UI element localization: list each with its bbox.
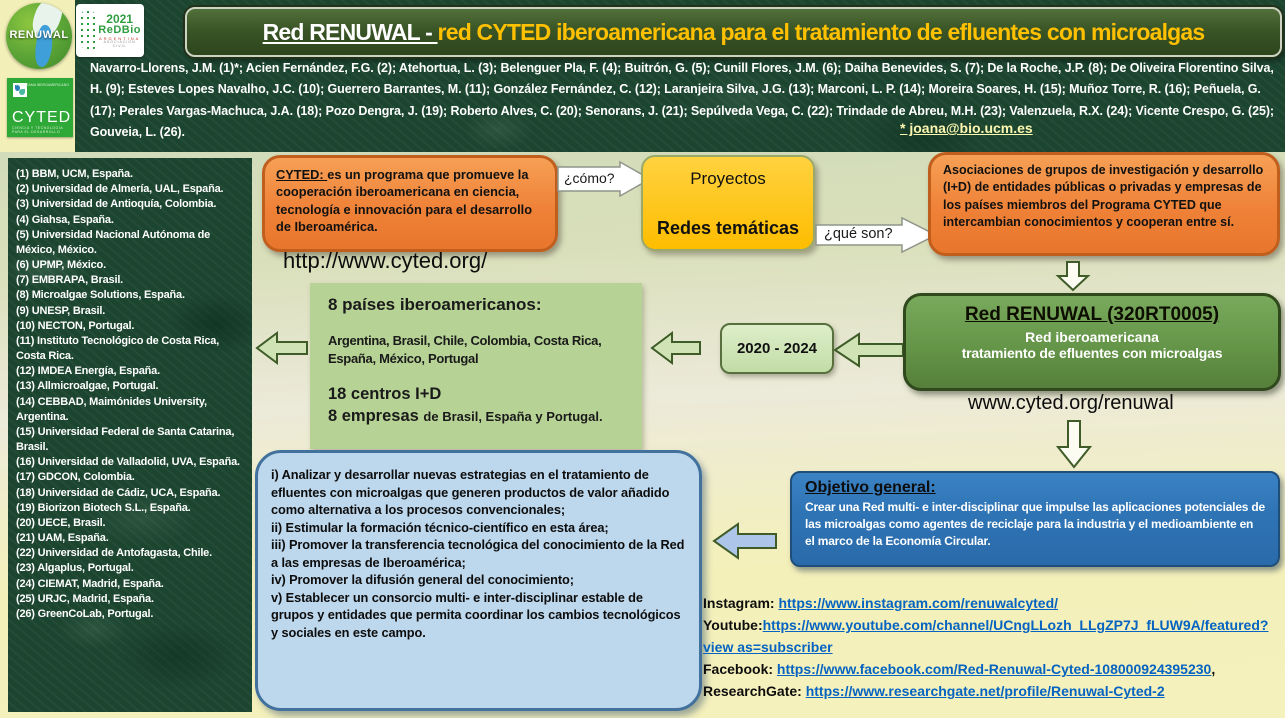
down-arrow-2 [1056, 419, 1092, 469]
institution-item: (6) UPMP, México. [16, 259, 106, 272]
renuwal-box-line3: tratamiento de efluentes con microalgas [961, 345, 1223, 361]
down-arrow-1 [1055, 260, 1091, 292]
institution-item: (24) CIEMAT, Madrid, España. [16, 577, 164, 590]
redbio-subtitle: ASOCIACION CIVIL [103, 39, 136, 48]
arrow-left-icon [255, 331, 309, 365]
cyted-logo [7, 78, 73, 137]
institution-item: (12) IMDEA Energía, España. [16, 365, 160, 378]
arrow-left-icon [712, 521, 778, 561]
social-row-facebook [703, 658, 1285, 680]
social-row-instagram [703, 592, 1285, 614]
paises-box [310, 283, 642, 449]
redbio-2021-logo [76, 4, 144, 57]
arrow-down-icon [1056, 419, 1092, 469]
companies-lead: 8 empresas [328, 407, 424, 426]
institution-item: (20) UECE, Brasil. [16, 516, 106, 529]
objective-item: ii) Estimular la formación técnico-científico en esta área; [271, 519, 609, 535]
cyted-url-link[interactable]: http://www.cyted.org/ [283, 248, 488, 273]
institution-item: (15) Universidad Federal de Santa Catarina, Brasil. [16, 425, 235, 454]
arrow-left-icon [650, 331, 702, 365]
redbio-logo-text [98, 13, 141, 49]
objective-item: iii) Promover la transferencia tecnológica del conocimiento de la Red a las empresas de Iberoamérica; [271, 537, 685, 570]
researchgate-link[interactable]: https://www.researchgate.net/profile/Renuwal-Cyted-2 [805, 683, 1165, 700]
institution-item: (10) NECTON, Portugal. [16, 319, 135, 332]
objetivo-text: Crear una Red multi- e inter-disciplinar que impulse las aplicaciones potenciales de las microalgas como agentes de reciclaje para la industria y el medioambiente en el marco de la Economía Circular. [805, 500, 1266, 548]
renuwal-logo [6, 3, 72, 69]
institution-item: (19) Biorizon Biotech S.L., España. [16, 501, 191, 514]
renuwal-box [903, 293, 1281, 391]
paises-title: 8 países iberoamericanos: [328, 295, 542, 314]
paises-centers: 18 centros I+D [328, 385, 442, 404]
institution-item: (13) Allmicroalgae, Portugal. [16, 380, 159, 393]
renuwal-box-title: Red RENUWAL (320RT0005) [964, 304, 1220, 325]
institution-item: (7) EMBRAPA, Brasil. [16, 274, 124, 287]
cyted-description-box [262, 155, 558, 252]
institution-item: (2) Universidad de Almería, UAL, España. [16, 183, 224, 196]
facebook-label: Facebook: [703, 661, 777, 678]
institution-item: (22) Universidad de Antofagasta, Chile. [16, 547, 212, 560]
objective-item: iv) Promover la difusión general del conocimiento; [271, 572, 574, 588]
title-main: Red RENUWAL - [262, 18, 438, 45]
objetivo-general-box [790, 471, 1280, 567]
queson-label: ¿qué son? [824, 226, 893, 242]
institution-item: (3) Universidad de Antioquía, Colombia. [16, 198, 217, 211]
renuwal-logo-label: RENUWAL [9, 29, 69, 41]
arrow-left-icon [833, 332, 905, 368]
youtube-link[interactable]: https://www.youtube.com/channel/UCngLLozh_LLgZP7J_fLUW9A/featured?view as=subscriber [703, 617, 1269, 656]
redbio-name: ReDBio [98, 24, 141, 37]
facebook-link[interactable]: https://www.facebook.com/Red-Renuwal-Cyted-108000924395230 [776, 661, 1212, 678]
contact-email-link[interactable]: * joana@bio.ucm.es [900, 120, 1033, 136]
institution-item: (16) Universidad de Valladolid, UVA, España. [16, 456, 240, 469]
title-rest: red CYTED iberoamericana para el tratamiento de efluentes con microalgas [437, 18, 1205, 45]
institution-item: (14) CEBBAD, Maimónides University, Argentina. [16, 395, 207, 423]
institution-item: (17) GDCON, Colombia. [16, 471, 135, 484]
cyted-tagline: CIENCIA Y TECNOLOGIA PARA EL DESARROLLO [12, 126, 63, 134]
redes-tematicas-line: Redes temáticas [656, 218, 800, 238]
paises-countries: Argentina, Brasil, Chile, Colombia, Costa Rica, España, México, Portugal [328, 333, 602, 366]
objective-item: i) Analizar y desarrollar nuevas estrategias en el tratamiento de efluentes con microalgas que generen productos de valor añadido como alternativa a los procesos convencionales; [271, 467, 670, 518]
cyted-lead: CYTED: [276, 167, 328, 182]
cyted-logo-label: CYTED [12, 109, 72, 126]
authors-list: Navarro-Llorens, J.M. (1)*; Acien Fernández, F.G. (2); Atehortua, L. (3); Belenguer Pla, F. (4); Buitrón, G. (5); Cunill Flores, J.M. (6); Daiha Benevides, S. (7); De la Roche, J.P. (8); De Oliveira Florentino Silva, H. (9); Esteves Lopes Navalho, J.C. (10); Guerrero Barrantes, M. (11); González Fernández, C. (12); Laranjeira Silva, J.G. (13); Marconi, L. P. (14); Moreira Soares, H. (15); Muñoz Torre, R. (16); Peñuela, G. (17); Perales Vargas-Machuca, J.A. (18); Pozo Dengra, J. (19); Roberto Alves, C. (20); Senorans, J. (21); Sepúlveda Vega, C. (22); Trindade de Abreu, M.H. (23); Valenzuela, R.X. (24); Vicente Crespo, G. (25); Gouveia, L. (26). [90, 61, 1274, 139]
projects-box [641, 155, 815, 251]
institution-item: (5) Universidad Nacional Autónoma de México, México. [16, 228, 211, 256]
objectives-box [255, 450, 702, 711]
cyted-mark-teal [19, 89, 25, 95]
page-title [185, 7, 1282, 57]
cyted-program-text: PROGRAMA IBEROAMERICANO [15, 83, 69, 87]
institutions-sidebar [8, 158, 252, 712]
left-arrow-to-paises [650, 331, 702, 365]
institution-item: (25) URJC, Madrid, España. [16, 592, 154, 605]
objective-item: v) Establecer un consorcio multi- e inter-disciplinar estable de grupos y entidades que permita coordinar los cambios tecnológicos y sociales en este campo. [271, 589, 681, 640]
institution-item: (23) Algaplus, Portugal. [16, 562, 134, 575]
social-links [703, 592, 1285, 703]
como-label: ¿cómo? [564, 170, 615, 186]
redbio-year: 2021 [106, 11, 133, 26]
como-arrow [556, 160, 652, 198]
youtube-label: Youtube: [703, 617, 763, 634]
asociaciones-box: Asociaciones de grupos de investigación y desarrollo (I+D) de entidades públicas o privadas y empresas de los países miembros del Programa CYTED que intercambian conocimientos y cooperan entre sí. [928, 152, 1280, 256]
institution-item: (9) UNESP, Brasil. [16, 304, 106, 317]
institution-item: (1) BBM, UCM, España. [16, 168, 133, 180]
social-row-researchgate [703, 680, 1285, 702]
researchgate-label: ResearchGate: [703, 683, 806, 700]
institution-item: (21) UAM, España. [16, 532, 109, 545]
redbio-dots-icon [79, 9, 98, 53]
renuwal-url-link[interactable]: www.cyted.org/renuwal [968, 392, 1174, 414]
companies-rest: de Brasil, España y Portugal. [423, 409, 603, 425]
paises-companies [328, 407, 624, 426]
projects-line: Proyectos [690, 169, 766, 188]
period-box: 2020 - 2024 [720, 323, 834, 374]
left-arrow-to-sidebar [255, 331, 309, 365]
objetivo-title: Objetivo general: [805, 479, 936, 496]
cyted-desc-text: es un programa que promueve la cooperación iberoamericana en ciencia, tecnología e innovación para el desarrollo de Iberoamérica. [276, 167, 533, 234]
arrow-down-icon [1055, 260, 1091, 292]
left-arrow-to-period [833, 332, 905, 368]
institution-item: (26) GreenCoLab, Portugal. [16, 607, 154, 620]
renuwal-box-line2: Red iberoamericana [1025, 329, 1159, 345]
queson-arrow [814, 216, 938, 254]
institution-item: (4) Giahsa, España. [16, 213, 114, 226]
suffix: , [1211, 661, 1216, 678]
institution-item: (18) Universidad de Cádiz, UCA, España. [16, 486, 221, 499]
left-arrow-to-objectives [712, 521, 778, 561]
instagram-label: Instagram: [703, 595, 779, 611]
social-row-youtube [703, 614, 1285, 658]
institution-item: (8) Microalgae Solutions, España. [16, 289, 185, 302]
instagram-link[interactable]: https://www.instagram.com/renuwalcyted/ [778, 595, 1059, 611]
redbio-country: ARGENTINA [98, 35, 141, 41]
institution-item: (11) Instituto Tecnológico de Costa Rica, Costa Rica. [16, 334, 220, 363]
